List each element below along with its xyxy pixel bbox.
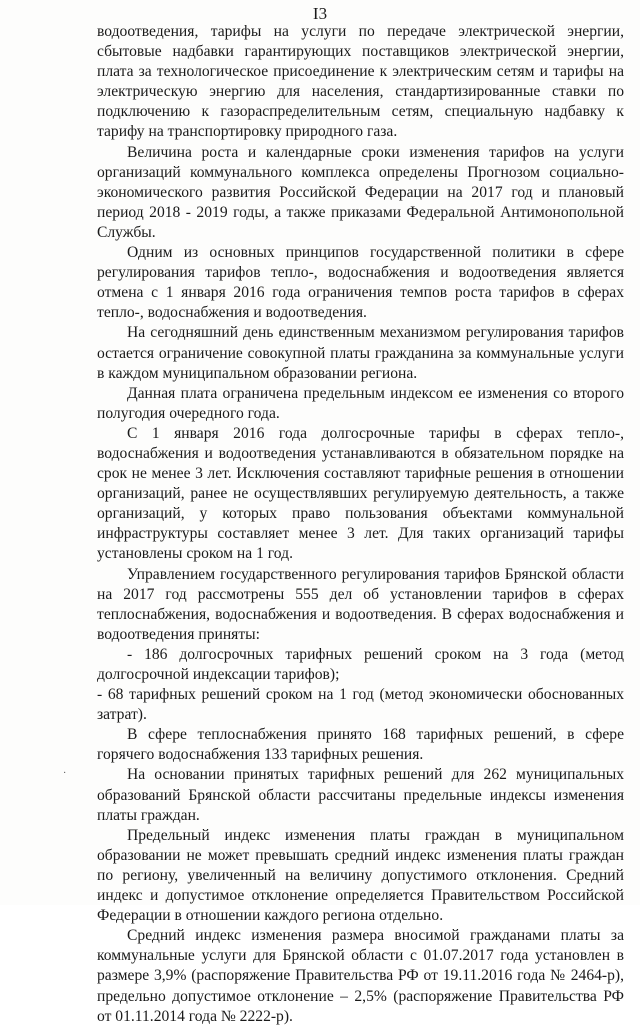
- paragraph: На сегодняшний день единственным механизмом регулирования тарифов остается ограничение совокупной платы гражданина за коммунальные услуги в каждом муниципальном образовании региона.: [97, 324, 624, 382]
- paragraph: В сфере теплоснабжения принято 168 тарифных решений, в сфере горячего водоснабжения 133 тарифных решения.: [97, 726, 624, 764]
- paragraph: Данная плата ограничена предельным индексом ее изменения со второго полугодия очередного года.: [97, 384, 624, 422]
- paragraph: С 1 января 2016 года долгосрочные тарифы в сферах тепло-, водоснабжения и водоотведения устанавливаются в обязательном порядке на срок не менее 3 лет. Исключения составляют тарифные решения в отношении организаций, ранее не осуществлявших регулируемую деятельность, а также организаций, у которых право пользования объектами коммунальной инфраструктуры составляет менее 3 лет. Для таких организаций тарифы установлены сроком на 1 год.: [97, 424, 624, 563]
- page-number: I3: [312, 4, 328, 23]
- list-item: - 68 тарифных решений сроком на 1 год (метод экономически обоснованных затрат).: [97, 686, 624, 724]
- scan-speck: ·: [63, 768, 67, 779]
- paragraph: Одним из основных принципов государственной политики в сфере регулирования тарифов тепло-, водоснабжения и водоотведения является отмена с 1 января 2016 года ограничения темпов роста тарифов в сферах тепло-, водоснабжения и водоотведения.: [97, 244, 624, 322]
- paragraph: Средний индекс изменения размера вносимой гражданами платы за коммунальные услуги для Брянской области с 01.07.2017 года установлен в размере 3,9% (распоряжение Правительства РФ от 19.11.2016 года № 2464-р), предельно допустимое отклонение – 2,5% (распоряжение Правительства РФ от 01.11.2014 года № 2222-р).: [97, 927, 624, 1025]
- body-text: [97, 22, 624, 1027]
- list-item: - 186 долгосрочных тарифных решений сроком на 3 года (метод долгосрочной индексации тарифов);: [97, 645, 624, 683]
- paragraph: Предельный индекс изменения платы граждан в муниципальном образовании не может превышать средний индекс изменения платы граждан по региону, увеличенный на величину допустимого отклонения. Средний индекс и допустимое отклонение определяется Правительством Российской Федерации в отношении каждого региона отдельно.: [97, 826, 624, 925]
- paragraph: Управлением государственного регулирования тарифов Брянской области на 2017 год рассмотрены 555 дел об установлении тарифов в сферах теплоснабжения, водоснабжения и водоотведения. В сферах водоснабжения и водоотведения приняты:: [97, 565, 624, 643]
- paragraph: водоотведения, тарифы на услуги по передаче электрической энергии, сбытовые надбавки гарантирующих поставщиков электрической энергии, плата за технологическое присоединение к электрическим сетям и тарифы на электрическую энергию для населения, стандартизированные ставки по подключению к газораспределительным сетям, специальную надбавку к тарифу на транспортировку природного газа.: [97, 23, 624, 141]
- paragraph: На основании принятых тарифных решений для 262 муниципальных образований Брянской области рассчитаны предельные индексы изменения платы граждан.: [97, 766, 624, 824]
- paragraph: Величина роста и календарные сроки изменения тарифов на услуги организаций коммунального комплекса определены Прогнозом социально-экономического развития Российской Федерации на 2017 год и плановый период 2018 - 2019 годы, а также приказами Федеральной Антимонопольной Службы.: [97, 143, 624, 241]
